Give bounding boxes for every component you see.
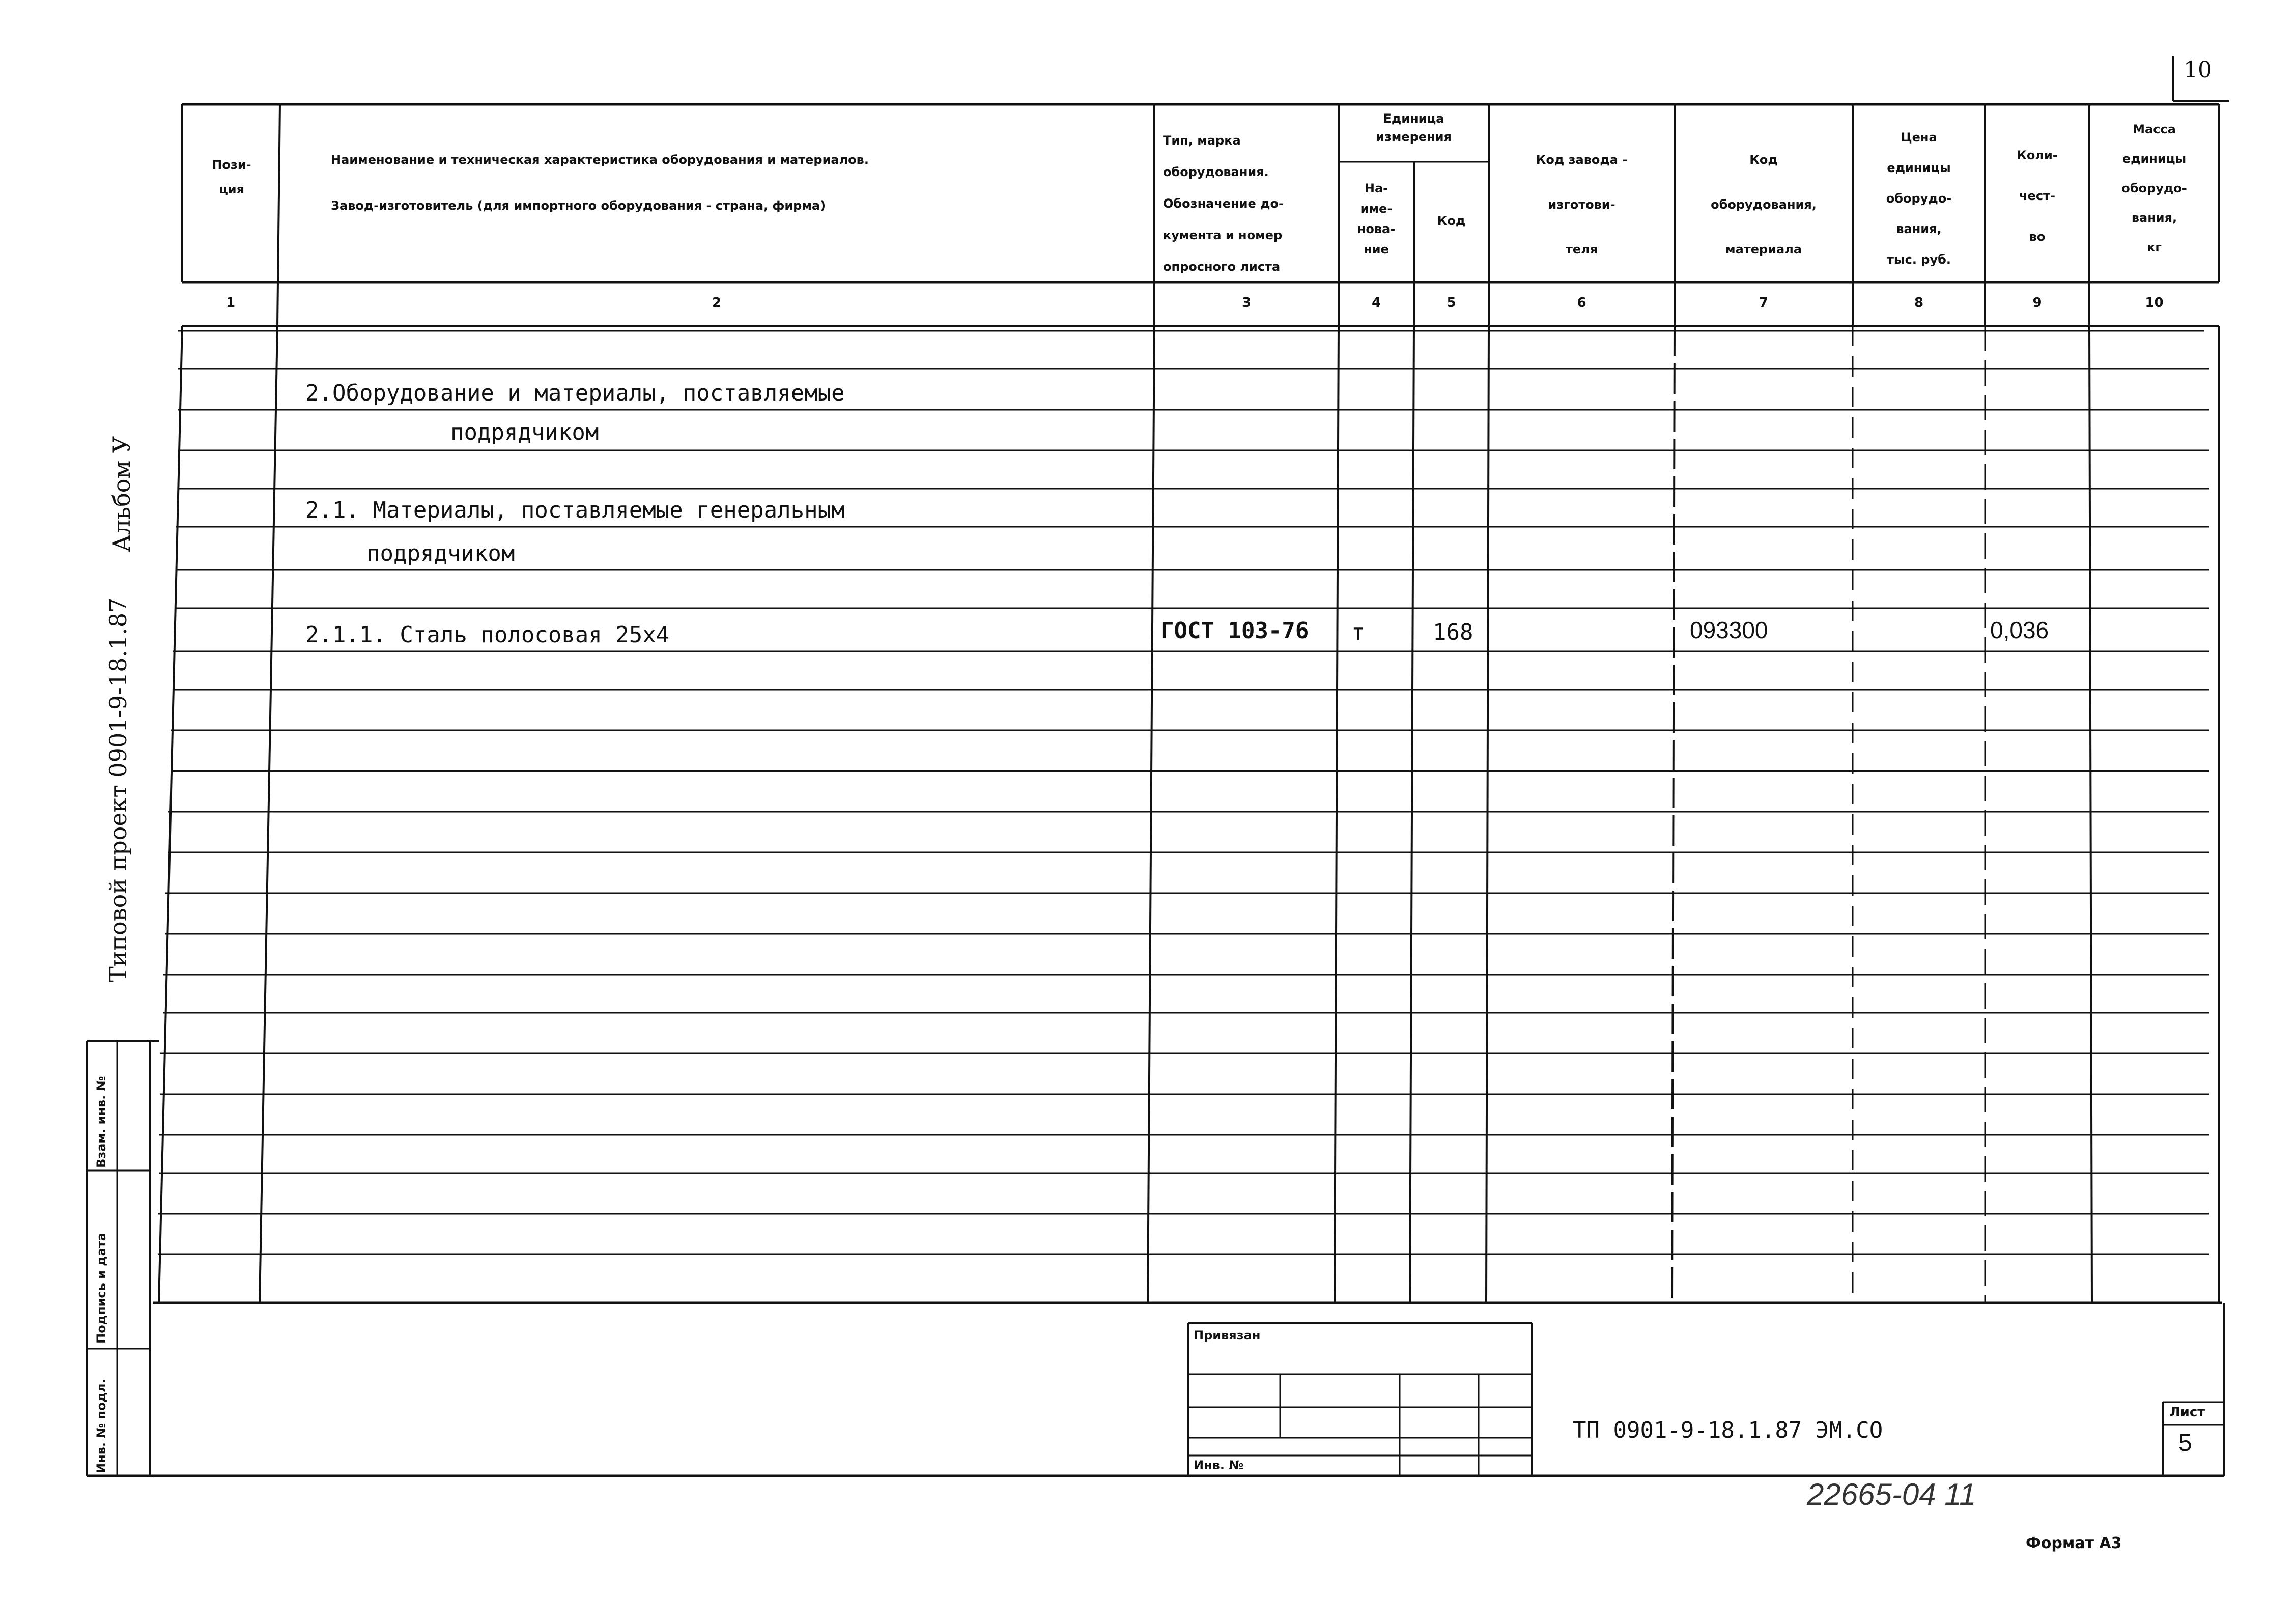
- header-position: Пози- ция: [212, 158, 251, 196]
- header-equipment-code: Код оборудования, материала: [1711, 153, 1817, 256]
- document-designation: ТП 0901-9-18.1.87 ЭМ.СО: [1573, 1417, 1883, 1443]
- paper-format: Формат А3: [2026, 1534, 2122, 1552]
- page-number: 10: [2184, 57, 2212, 83]
- header-manufacturer-code: Код завода - изготови- теля: [1536, 153, 1628, 256]
- section-2-1-title: 2.1. Материалы, поставляемые генеральным: [305, 497, 845, 523]
- header-unit: Единица измерения: [1376, 111, 1452, 144]
- column-number: 1: [225, 295, 236, 310]
- item-material-code: 093300: [1690, 617, 1768, 643]
- archive-number: 22665-04 11: [1807, 1477, 1976, 1511]
- header-unit-code: Код: [1437, 214, 1466, 228]
- column-number: 6: [1577, 295, 1586, 310]
- stamp-attached: Привязан: [1194, 1328, 1261, 1343]
- item-name: 2.1.1. Сталь полосовая 25х4: [305, 622, 670, 648]
- section-2-title-cont: подрядчиком: [450, 419, 599, 445]
- column-number: 3: [1241, 295, 1252, 310]
- project-title-vertical: Типовой проект 0901-9-18.1.87: [104, 597, 132, 982]
- column-number: 10: [2145, 295, 2164, 310]
- column-number: 4: [1371, 295, 1381, 310]
- header-mass: Масса единицы оборудо- вания, кг: [2121, 122, 2187, 254]
- stamp-inv-number: Инв. №: [1194, 1458, 1244, 1472]
- header-type: Тип, марка оборудования. Обозначение до- кумента и номер опросного листа: [1163, 133, 1284, 274]
- column-number: 5: [1447, 295, 1456, 310]
- sheet-label: Лист: [2169, 1405, 2205, 1420]
- column-number: 9: [2032, 295, 2042, 310]
- stamp-replace-inv: Взам. инв. №: [94, 1076, 108, 1168]
- item-unit-code: 168: [1433, 619, 1473, 645]
- item-document: ГОСТ 103-76: [1160, 618, 1309, 644]
- header-name: Наименование и техническая характеристика оборудования и материалов. Завод-изготовитель (для импортного оборудования - страна, фирма): [331, 153, 869, 213]
- section-2-title: 2.Оборудование и материалы, поставляемые: [305, 380, 845, 406]
- stamp-inv-podl: Инв. № подл.: [94, 1379, 108, 1473]
- item-quantity: 0,036: [1990, 617, 2049, 643]
- header-unit-name: На- име- нова- ние: [1357, 181, 1396, 256]
- item-unit: т: [1351, 619, 1365, 645]
- column-number: 8: [1914, 295, 1924, 310]
- sheet-number: 5: [2178, 1430, 2192, 1457]
- header-quantity: Коли- чест- во: [2017, 148, 2058, 244]
- stamp-signature-date: Подпись и дата: [94, 1233, 108, 1344]
- album-label-vertical: Альбом У: [108, 436, 135, 552]
- header-price: Цена единицы оборудо- вания, тыс. руб.: [1886, 130, 1952, 267]
- column-number: 7: [1759, 295, 1769, 310]
- section-2-1-title-cont: подрядчиком: [366, 540, 515, 566]
- column-number: 2: [712, 295, 722, 310]
